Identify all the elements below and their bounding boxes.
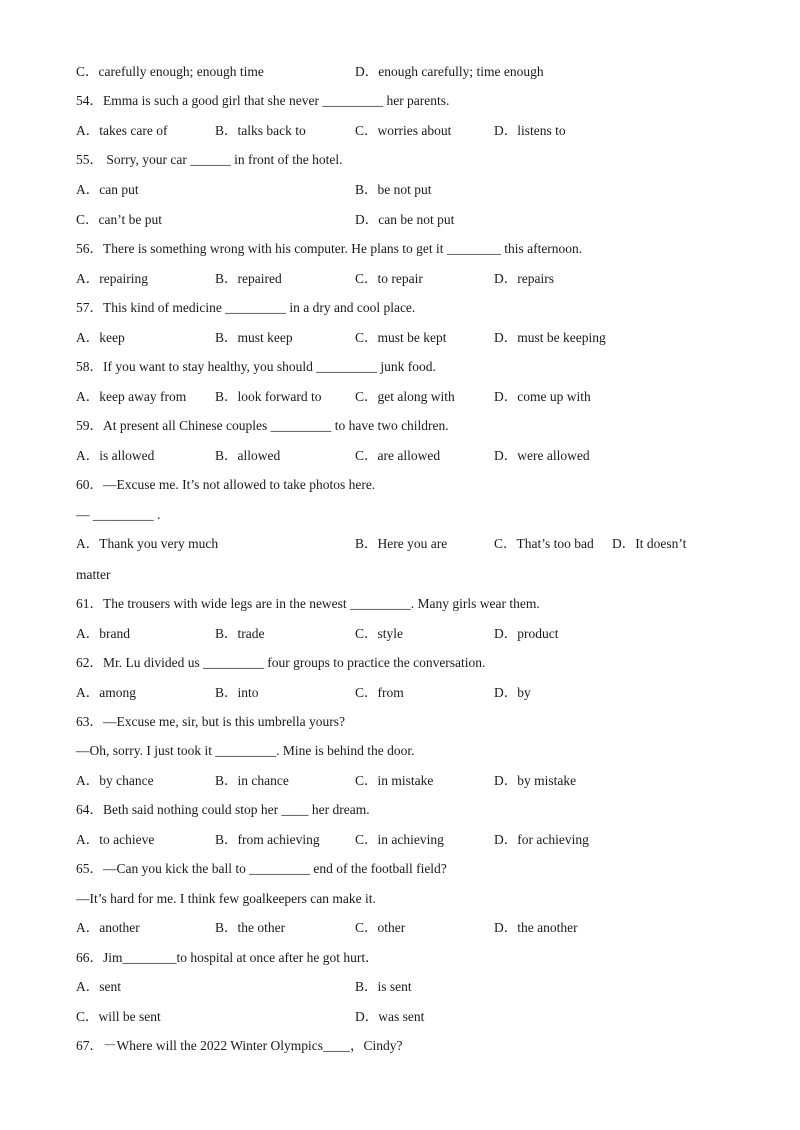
q61-option-b: B．trade	[215, 626, 265, 641]
q65-option-c: C．other	[355, 920, 406, 935]
q64-option-b: B．from achieving	[215, 832, 320, 847]
q62-stem: 62．Mr. Lu divided us _________ four groups to practice the conversation.	[76, 655, 486, 670]
q60-option-b: B．Here you are	[355, 536, 448, 551]
q54-stem: 54．Emma is such a good girl that she never _________ her parents.	[76, 93, 450, 108]
q63-option-a: A．by chance	[76, 773, 154, 788]
q57-option-d: D．must be keeping	[494, 330, 606, 345]
q66-option-a: A．sent	[76, 979, 121, 994]
q59-option-b: B．allowed	[215, 448, 281, 463]
q63-stem: 63．—Excuse me, sir, but is this umbrella yours?	[76, 714, 346, 729]
q59-option-d: D．were allowed	[494, 448, 590, 463]
q65-stem: 65．—Can you kick the ball to _________ end of the football field?	[76, 861, 447, 876]
q63-option-d: D．by mistake	[494, 773, 577, 788]
q65-option-b: B．the other	[215, 920, 286, 935]
q56-option-b: B．repaired	[215, 271, 282, 286]
q61-stem: 61．The trousers with wide legs are in the newest _________. Many girls wear them.	[76, 596, 540, 611]
q58-stem: 58．If you want to stay healthy, you should _________ junk food.	[76, 359, 436, 374]
q62-option-c: C．from	[355, 685, 404, 700]
q54-option-b: B．talks back to	[215, 123, 306, 138]
q65-option-d: D．the another	[494, 920, 578, 935]
q57-option-a: A．keep	[76, 330, 125, 345]
q59-stem: 59．At present all Chinese couples _________ to have two children.	[76, 418, 449, 433]
q60-response-line: — _________ .	[76, 507, 161, 522]
q60-option-d-wrap: matter	[76, 567, 111, 582]
q58-option-c: C．get along with	[355, 389, 455, 404]
q55-stem: 55． Sorry, your car ______ in front of the hotel.	[76, 152, 343, 167]
q67-stem: 67．－Where will the 2022 Winter Olympics____，Cindy?	[76, 1038, 403, 1053]
q56-stem: 56．There is something wrong with his computer. He plans to get it ________ this afternoon.	[76, 241, 583, 256]
q66-option-b: B．is sent	[355, 979, 412, 994]
q65-response-line: —It’s hard for me. I think few goalkeepers can make it.	[76, 891, 376, 906]
q54-option-a: A．takes care of	[76, 123, 168, 138]
q53-option-d: D．enough carefully; time enough	[355, 64, 544, 79]
q61-option-d: D．product	[494, 626, 559, 641]
q55-option-d: D．can be not put	[355, 212, 455, 227]
q55-option-a: A．can put	[76, 182, 139, 197]
q60-stem: 60．—Excuse me. It’s not allowed to take photos here.	[76, 477, 376, 492]
q61-option-c: C．style	[355, 626, 404, 641]
q59-option-a: A．is allowed	[76, 448, 155, 463]
q60-option-a: A．Thank you very much	[76, 536, 219, 551]
q56-option-c: C．to repair	[355, 271, 423, 286]
q57-option-b: B．must keep	[215, 330, 293, 345]
q65-option-a: A．another	[76, 920, 140, 935]
q64-option-d: D．for achieving	[494, 832, 589, 847]
q62-option-b: B．into	[215, 685, 259, 700]
q58-option-b: B．look forward to	[215, 389, 322, 404]
q66-option-c: C．will be sent	[76, 1009, 161, 1024]
q60-option-d: D．It doesn’t	[612, 536, 687, 551]
q56-option-a: A．repairing	[76, 271, 148, 286]
q63-option-b: B．in chance	[215, 773, 289, 788]
q54-option-c: C．worries about	[355, 123, 452, 138]
q57-option-c: C．must be kept	[355, 330, 447, 345]
q56-option-d: D．repairs	[494, 271, 554, 286]
q63-option-c: C．in mistake	[355, 773, 434, 788]
q55-option-b: B．be not put	[355, 182, 432, 197]
q64-option-c: C．in achieving	[355, 832, 444, 847]
q55-option-c: C．can’t be put	[76, 212, 162, 227]
q64-stem: 64．Beth said nothing could stop her ____ her dream.	[76, 802, 370, 817]
q62-option-a: A．among	[76, 685, 136, 700]
q61-option-a: A．brand	[76, 626, 130, 641]
q58-option-a: A．keep away from	[76, 389, 187, 404]
q54-option-d: D．listens to	[494, 123, 566, 138]
q66-option-d: D．was sent	[355, 1009, 425, 1024]
q53-option-c: C．carefully enough; enough time	[76, 64, 264, 79]
q60-option-c: C．That’s too bad	[494, 536, 594, 551]
q62-option-d: D．by	[494, 685, 531, 700]
q57-stem: 57．This kind of medicine _________ in a dry and cool place.	[76, 300, 416, 315]
q58-option-d: D．come up with	[494, 389, 591, 404]
q63-response-line: —Oh, sorry. I just took it _________. Mine is behind the door.	[76, 743, 415, 758]
q64-option-a: A．to achieve	[76, 832, 155, 847]
q59-option-c: C．are allowed	[355, 448, 441, 463]
q66-stem: 66．Jim________to hospital at once after he got hurt．	[76, 950, 379, 965]
